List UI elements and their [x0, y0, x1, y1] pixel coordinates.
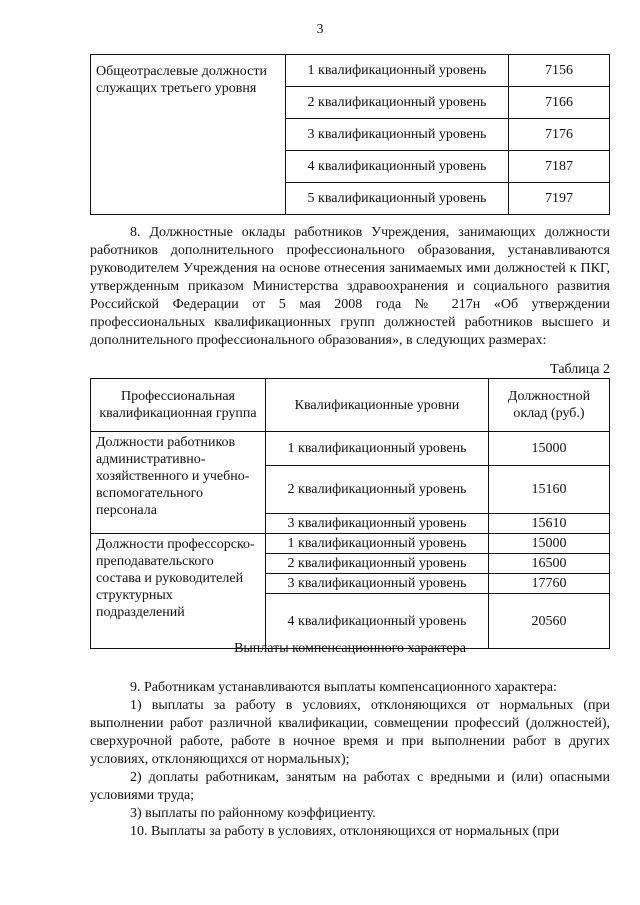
qualification-group-cell: Должности профессорско-преподавательского состава и руководителей структурных подразделений: [91, 534, 266, 649]
level-cell: 1 квалификационный уровень: [286, 55, 509, 87]
level-cell: 2 квалификационный уровень: [286, 87, 509, 119]
qualification-group-cell: Должности работников административно-хозяйственного и учебно-вспомогательного персонала: [91, 432, 266, 534]
salary-cell: 15000: [489, 432, 610, 466]
paragraph-8: 8. Должностные оклады работников Учреждения, занимающих должности работников дополнительного профессионального образования, устанавливаются руководителем Учреждения на основе отнесения занимаемых ими должностей к ПКГ, утвержденным приказом Министерства здравоохранения и социального развития Российской Федерации от 5 мая 2008 года № 217н «Об утверждении профессиональных квалификационных групп должностей работников высшего и дополнительного профессионального образования», в следующих размерах:: [90, 225, 610, 348]
paragraph-9-intro: 9. Работникам устанавливаются выплаты компенсационного характера:: [130, 680, 557, 695]
salary-cell: 17760: [489, 574, 610, 594]
list-item: 2) доплаты работникам, занятым на работах с вредными и (или) опасными условиями труда;: [90, 770, 610, 803]
section-heading: Выплаты компенсационного характера: [234, 641, 466, 656]
salary-cell: 7156: [509, 55, 610, 87]
salary-cell: 7176: [509, 119, 610, 151]
page-number: 3: [316, 22, 324, 37]
table-caption: Таблица 2: [550, 362, 610, 377]
level-cell: 4 квалификационный уровень: [266, 594, 489, 649]
list-item: 3) выплаты по районному коэффициенту.: [130, 806, 376, 821]
salary-cell: 7197: [509, 183, 610, 215]
salary-cell: 15000: [489, 534, 610, 554]
level-cell: 3 квалификационный уровень: [266, 574, 489, 594]
table-row: [91, 432, 610, 466]
salary-cell: 7187: [509, 151, 610, 183]
salary-cell: 15160: [489, 466, 610, 514]
level-cell: 2 квалификационный уровень: [266, 554, 489, 574]
paragraph-9: [90, 679, 610, 841]
salary-cell: 16500: [489, 554, 610, 574]
table-salaries-education: [90, 378, 610, 649]
table-header-row: [91, 379, 610, 432]
level-cell: 4 квалификационный уровень: [286, 151, 509, 183]
level-cell: 2 квалификационный уровень: [266, 466, 489, 514]
paragraph-10: 10. Выплаты за работу в условиях, отклоняющихся от нормальных (при: [130, 824, 560, 839]
level-cell: 1 квалификационный уровень: [266, 534, 489, 554]
table-row: [91, 534, 610, 554]
level-cell: 3 квалификационный уровень: [266, 514, 489, 534]
table-salaries-general: [90, 54, 610, 215]
level-cell: 3 квалификационный уровень: [286, 119, 509, 151]
header-group: Профессиональная квалификационная группа: [91, 379, 266, 432]
salary-cell: 7166: [509, 87, 610, 119]
level-cell: 1 квалификационный уровень: [266, 432, 489, 466]
list-item: 1) выплаты за работу в условиях, отклоняющихся от нормальных (при выполнении работ различной квалификации, совмещении профессий (должностей), сверхурочной работе, работе в ночное время и при выполнении работ в других условиях, отклоняющихся от нормальных);: [90, 698, 610, 767]
table-row: [91, 55, 610, 87]
header-levels: Квалификационные уровни: [266, 379, 489, 432]
salary-cell: 20560: [489, 594, 610, 649]
level-cell: 5 квалификационный уровень: [286, 183, 509, 215]
qualification-group-cell: Общеотраслевые должности служащих третьего уровня: [91, 55, 286, 215]
header-salary: Должностной оклад (руб.): [489, 379, 610, 432]
salary-cell: 15610: [489, 514, 610, 534]
